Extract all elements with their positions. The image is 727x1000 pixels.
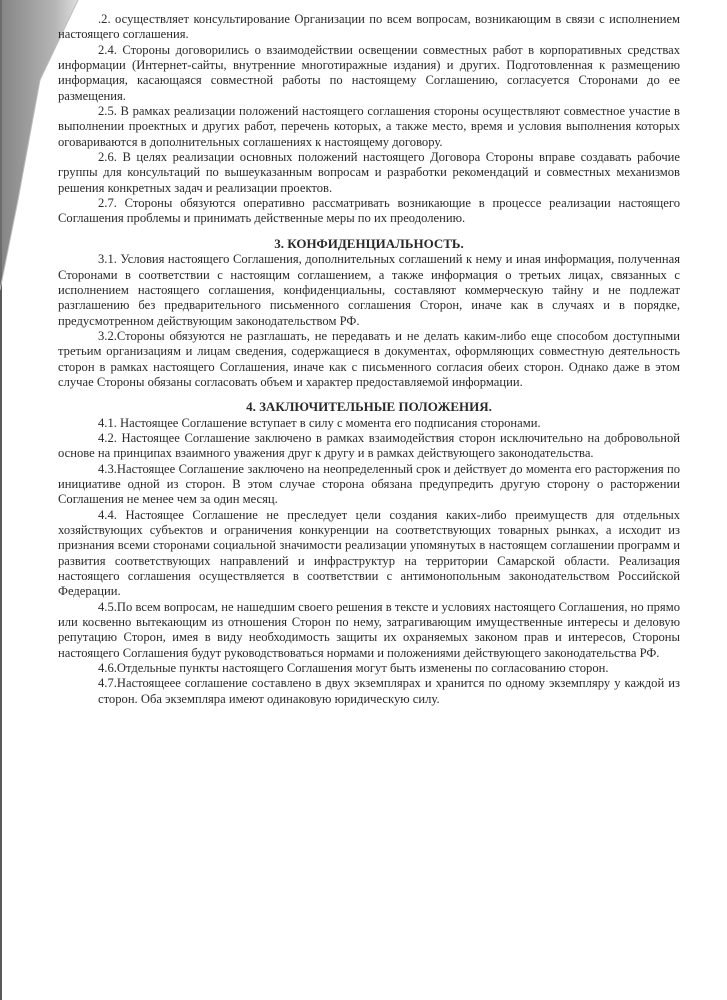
section-4-heading: 4. ЗАКЛЮЧИТЕЛЬНЫЕ ПОЛОЖЕНИЯ. [246, 399, 492, 415]
section-4-final-provisions [58, 399, 680, 707]
clause-2-5: 2.5. В рамках реализации положений настоящего соглашения стороны осуществляют совместное участие в выполнении проектных и других работ, перечень которых, а также место, время и условия выполнения которых оговариваются в дополнительных соглашениях к настоящему договору. [58, 104, 680, 149]
clause-2-6: 2.6. В целях реализации основных положений настоящего Договора Стороны вправе создавать рабочие группы для консультаций по вышеуказанным вопросам и разработки рекомендаций и совместных механизмов решения конкретных задач и реализации проектов. [58, 150, 680, 195]
clause-4-2: 4.2. Настоящее Соглашение заключено в рамках взаимодействия сторон исключительно на добровольной основе на принципах взаимного уважения друг к другу и в рамках действующего законодательства. [58, 430, 680, 461]
clause-2-7: 2.7. Стороны обязуются оперативно рассматривать возникающие в процессе реализации настоящего Соглашения проблемы и принимать действенные меры по их преодолению. [58, 196, 680, 226]
section-3-heading: 3. КОНФИДЕНЦИАЛЬНОСТЬ. [274, 235, 464, 251]
clause-3-2: 3.2.Стороны обязуются не разглашать, не передавать и не делать каким-либо еще способом доступными третьим организациям и лицам сведения, содержащиеся в документах, оформляющих совместную деятельность сторон в рамках настоящего Соглашения, иначе как с письменного согласия обеих сторон. Однако даже в этом случае Стороны обязаны согласовать объем и характер предоставляемой информации. [58, 328, 680, 389]
clause-4-5: 4.5.По всем вопросам, не нашедшим своего решения в тексте и условиях настоящего Соглашения, но прямо или косвенно вытекающим из отношения Сторон по нему, затрагивающим имущественные интересы и деловую репутацию Сторон, имея в виду необходимость защиты их охраняемых законом прав и интересов, Стороны настоящего Соглашения будут руководствоваться нормами и положениями действующего законодательства РФ. [58, 599, 680, 660]
clause-4-6: 4.6.Отдельные пункты настоящего Соглашения могут быть изменены по согласованию сторон. [98, 661, 609, 676]
clause-4-4: 4.4. Настоящее Соглашение не преследует цели создания каких-либо преимуществ для отдельных хозяйствующих субъектов и ограничения конкуренции на соответствующих товарных рынках, а исходит из признания всеми сторонами социальной значимости реализации упомянутых в настоящем соглашении программ и развития соответствующих направлений и инфраструктур на территории Самарской области. Реализация настоящего соглашения осуществляется в соответствии с антимонопольным законодательством Российской Федерации. [58, 507, 680, 599]
clause-3-1: 3.1. Условия настоящего Соглашения, дополнительных соглашений к нему и иная информация, полученная Сторонами в соответствии с настоящим соглашением, а также информация о третьих лицах, связанных с исполнением настоящего соглашения, конфиденциальны, составляют коммерческую тайну и не подлежат разглашению без предварительного письменного соглашения Сторон, иначе как в случаях и в порядке, предусмотренном действующим законодательством РФ. [58, 252, 680, 328]
section-2-continued [58, 12, 680, 227]
agreement-page [58, 12, 680, 707]
clause-4-7: 4.7.Настоящеее соглашение составлено в двух экземплярах и хранится по одному экземпляру у каждой из сторон. Оба экземпляра имеют одинаковую юридическую силу. [98, 676, 680, 706]
section-3-confidentiality [58, 236, 680, 390]
clause-2-4: 2.4. Стороны договорились о взаимодействии освещении совместных работ в корпоративных средствах информации (Интернет-сайты, внутренние многотиражные издания) и других. Подготовленная к размещению информация, касающаяся совместной работы по настоящему Соглашению, согласуется Сторонами до ее размещения. [58, 42, 680, 103]
clause-4-1: 4.1. Настоящее Соглашение вступает в силу с момента его подписания сторонами. [98, 415, 541, 430]
clause-2-3: .2. осуществляет консультирование Организации по всем вопросам, возникающим в связи с исполнением настоящего соглашения. [58, 12, 680, 42]
clause-4-3: 4.3.Настоящее Соглашение заключено на неопределенный срок и действует до момента его расторжения по инициативе одной из сторон. В этом случае сторона обязана предупредить другую сторону о расторжении Соглашения не менее чем за один месяц. [58, 461, 680, 507]
